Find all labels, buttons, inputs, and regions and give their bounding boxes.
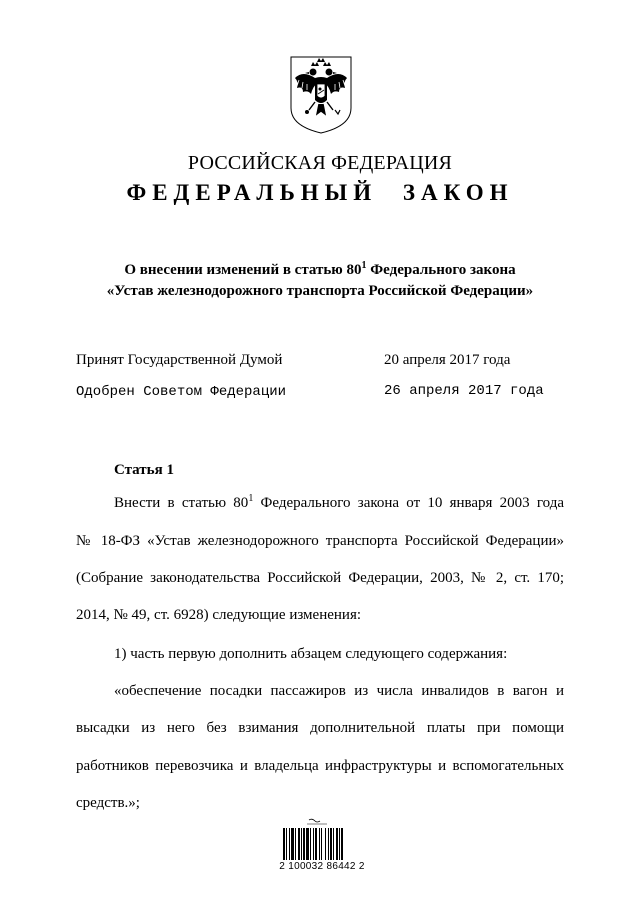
article-text-line: «обеспечение посадки пассажиров из числа инвалидов в вагон и xyxy=(114,683,564,699)
law-title-line-2: «Устав железнодорожного транспорта Российской Федерации» xyxy=(106,283,534,299)
coat-of-arms-icon xyxy=(289,56,353,134)
article-text-line: средств.»; xyxy=(76,795,140,811)
article-heading: Статья 1 xyxy=(114,462,174,478)
country-name: РОССИЙСКАЯ ФЕДЕРАЦИЯ xyxy=(187,152,453,174)
approved-date: 26 апреля 2017 года xyxy=(384,383,544,399)
adopted-label: Принят Государственной Думой xyxy=(76,352,283,368)
article-text-line: работников перевозчика и владельца инфраструктуры и вспомогательных xyxy=(76,758,564,774)
barcode-number: 2 100032 86442 2 xyxy=(279,861,365,872)
approved-label: Одобрен Советом Федерации xyxy=(76,384,287,400)
article-text-line: Внести в статью $80^1$ Федерального закона от 10 января 2003 года xyxy=(114,493,565,511)
article-text-line: (Собрание законодательства Российской Федерации, 2003, № 2, ст. 170; xyxy=(76,570,564,586)
article-text-line: 1) часть первую дополнить абзацем следующего содержания: xyxy=(114,646,508,662)
article-text-line: № 18-ФЗ «Устав железнодорожного транспорта Российской Федерации» xyxy=(76,533,564,549)
article-text-line: 2014, № 49, ст. 6928) следующие изменения: xyxy=(76,607,362,623)
article-text-line: высадки из него без взимания дополнительной платы при помощи xyxy=(76,720,564,736)
adopted-date: 20 апреля 2017 года xyxy=(384,352,511,368)
law-title-line-1: О внесении изменений в статью $80^1$ Федерального закона xyxy=(124,260,516,278)
law-type-heading: ФЕДЕРАЛЬНЫЙ ЗАКОН xyxy=(126,180,514,205)
law-title xyxy=(0,260,640,302)
